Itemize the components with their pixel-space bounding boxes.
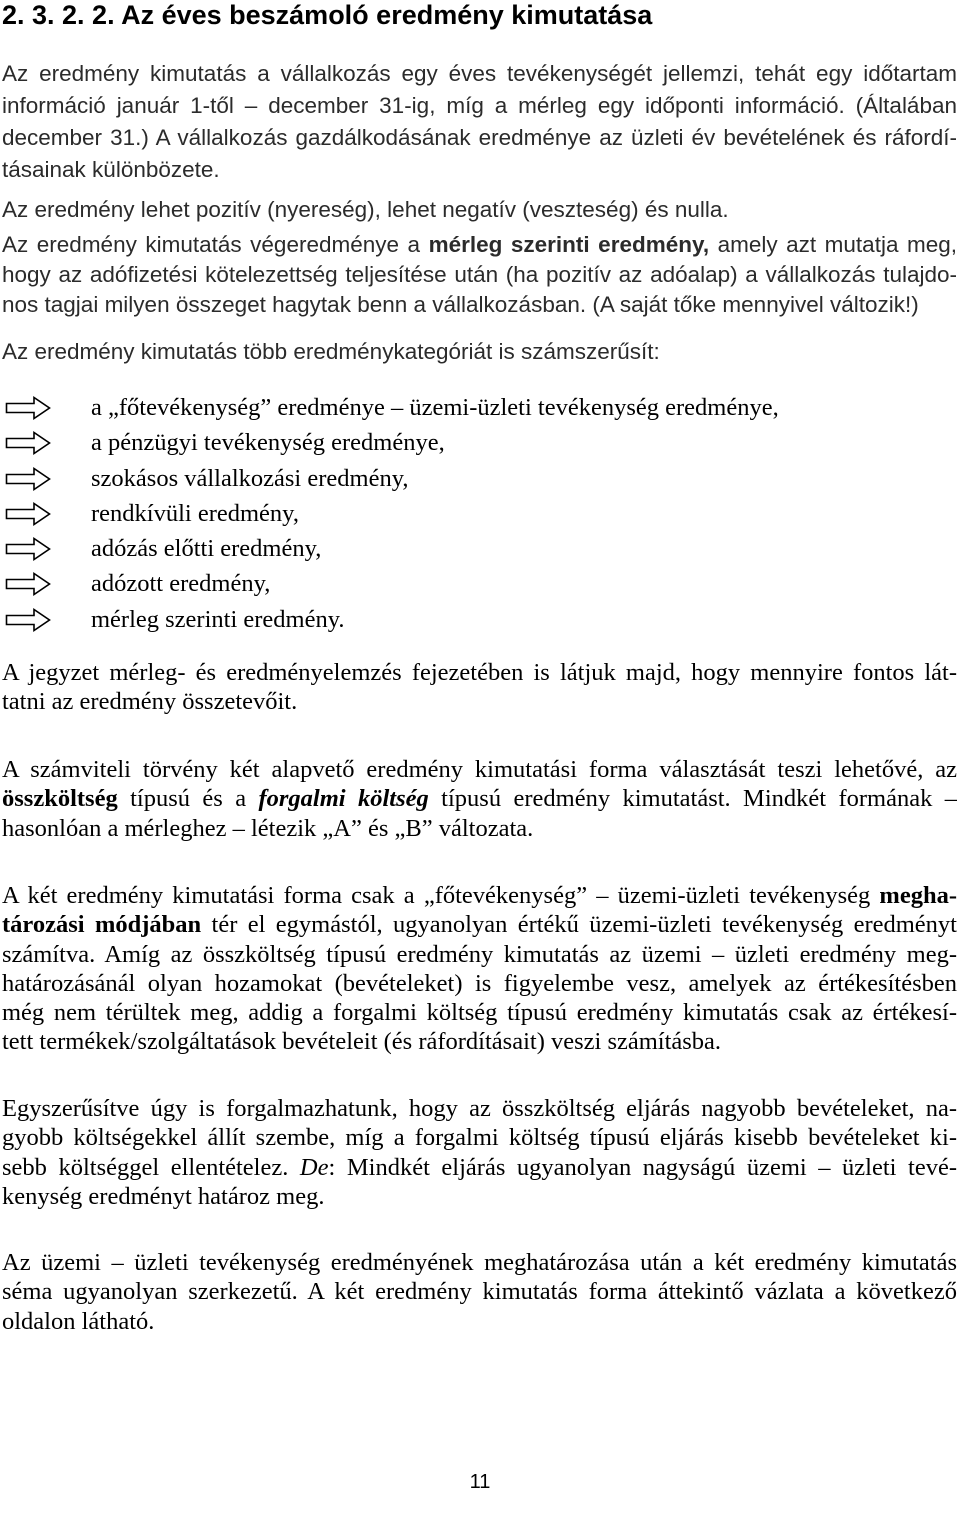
text-line: Az eredmény lehet pozitív (nyereség), lehet negatív (veszteség) és nulla. (2, 197, 729, 222)
text-line: A számviteli törvény két alapvető eredmény kimutatási forma választását teszi lehetővé, az (2, 756, 957, 783)
note-paragraph (2, 658, 957, 717)
text-line: Az üzemi – üzleti tevékenység eredményének meghatározása után a két eredmény kimutatás (2, 1249, 957, 1276)
text-line (2, 910, 957, 939)
arrow-bullet-icon (5, 537, 51, 561)
list-item (2, 425, 957, 460)
text-run: Az eredmény kimutatás végeredménye a (2, 232, 429, 257)
text-line: határozásánál olyan hozamokat (bevételeket) is figyelembe vesz, amelyek az értékesítésben (2, 969, 957, 997)
text-line: A jegyzet mérleg- és eredményelemzés fejezetében is látjuk majd, hogy mennyire fontos lát- (2, 659, 957, 686)
text-run: típusú és a (117, 785, 259, 813)
text-line (2, 1153, 957, 1182)
arrow-bullet-icon (5, 502, 51, 526)
list-item-text: adózás előtti eredmény, (91, 535, 322, 563)
intro-paragraph (2, 58, 957, 186)
text-line: tásainak különbözete. (2, 157, 220, 182)
text-line: nos tagjai milyen összeget hagytak benn a vállalkozásban. (A saját tőke mennyivel változik!) (2, 292, 919, 317)
text-line: számítva. Amíg az összköltség típusú eredmény kimutatás az üzemi – üzleti eredmény meg- (2, 940, 957, 968)
text-run: : Mindkét eljárás ugyanolyan nagyságú üzemi – üzleti tevé- (328, 1153, 957, 1181)
section-heading: 2. 3. 2. 2. Az éves beszámoló eredmény kimutatása (2, 0, 653, 30)
bold-term: megha- (879, 882, 957, 909)
result-categories-list (2, 390, 957, 637)
list-item (2, 496, 957, 531)
text-line (2, 881, 957, 910)
bold-italic-term (258, 785, 428, 812)
bold-term: összköltség (2, 785, 118, 813)
bold-term: mérleg szerinti eredmény, (428, 232, 710, 257)
text-line: tett termékek/szolgáltatások bevételeit (és ráfordításait) veszi számításba. (2, 1028, 722, 1056)
categories-intro-paragraph (2, 337, 957, 367)
text-line: hasonlóan a mérleghez – létezik „A” és „B” változata. (2, 814, 534, 842)
list-item-text: szokásos vállalkozási eredmény, (91, 464, 409, 492)
arrow-bullet-icon (5, 467, 51, 491)
text-line: hogy az adófizetési kötelezettség teljesítése után (ha pozitív az adóalap) a vállalkozás tulajdo- (2, 262, 957, 287)
list-item (2, 566, 957, 601)
list-item-text: a „főtevékenység” eredménye – üzemi-üzleti tevékenység eredménye, (91, 394, 779, 421)
text-line: Egyszerűsítve úgy is forgalmazhatunk, hogy az összköltség eljárás nagyobb bevételeket, na- (2, 1095, 957, 1122)
arrow-bullet-icon (5, 572, 51, 596)
text-run: amely azt mutatja meg, (709, 232, 957, 257)
text-line: információ január 1-től – december 31-ig, míg a mérleg egy időponti információ. (Általában (2, 93, 957, 118)
structure-paragraph (2, 1248, 957, 1336)
page-number: 11 (469, 1471, 491, 1493)
text-line: Az eredmény kimutatás több eredménykategóriát is számszerűsít: (2, 339, 660, 364)
list-item (2, 602, 957, 637)
text-run: sebb költséggel ellentételez. (2, 1153, 300, 1181)
simplified-paragraph (2, 1094, 957, 1211)
arrow-bullet-icon (5, 608, 51, 632)
final-result-paragraph (2, 230, 957, 320)
list-item (2, 461, 957, 496)
text-line: séma ugyanolyan szerkezetű. A két eredmény kimutatás forma áttekintő vázlata a következő (2, 1278, 957, 1306)
text-line: még nem térültek meg, addig a forgalmi költség típusú eredmény kimutatás csak az értékesí- (2, 999, 957, 1027)
text-line: gyobb költségekkel állít szembe, míg a forgalmi költség típusú eljárás kisebb bevételeket ki- (2, 1124, 957, 1152)
bold-term: tározási módjában (2, 911, 202, 939)
arrow-bullet-icon (5, 396, 51, 420)
text-line: tatni az eredmény összetevőit. (2, 688, 298, 716)
text-line: kenység eredményt határoz meg. (2, 1182, 325, 1210)
list-item-text: a pénzügyi tevékenység eredménye, (91, 429, 445, 457)
bold-italic-term-text: forgalmi költség (258, 785, 429, 813)
text-line: Az eredmény kimutatás a vállalkozás egy éves tevékenységét jellemzi, tehát egy időtartam (2, 61, 957, 86)
arrow-bullet-icon (5, 431, 51, 455)
text-run: A két eredmény kimutatási forma csak a „főtevékenység” – üzemi-üzleti tevékenység (2, 882, 880, 909)
italic-term: De (299, 1153, 329, 1181)
list-item-text: rendkívüli eredmény, (91, 499, 299, 527)
text-line: oldalon látható. (2, 1307, 155, 1335)
text-line: december 31.) A vállalkozás gazdálkodásának eredménye az üzleti év bevételének és ráfordí- (2, 125, 957, 150)
text-line (2, 784, 957, 813)
difference-paragraph (2, 881, 957, 1057)
text-run: típusú eredmény kimutatást. Mindkét formának – (428, 785, 957, 813)
list-item-text: adózott eredmény, (91, 570, 271, 598)
text-run: tér el egymástól, ugyanolyan értékű üzemi-üzleti tevékenység eredményt (201, 911, 957, 939)
result-sign-paragraph (2, 195, 957, 225)
list-item-text: mérleg szerinti eredmény. (91, 605, 345, 633)
list-item (2, 390, 957, 425)
list-item (2, 531, 957, 566)
text-line (2, 230, 957, 260)
law-paragraph (2, 755, 957, 843)
